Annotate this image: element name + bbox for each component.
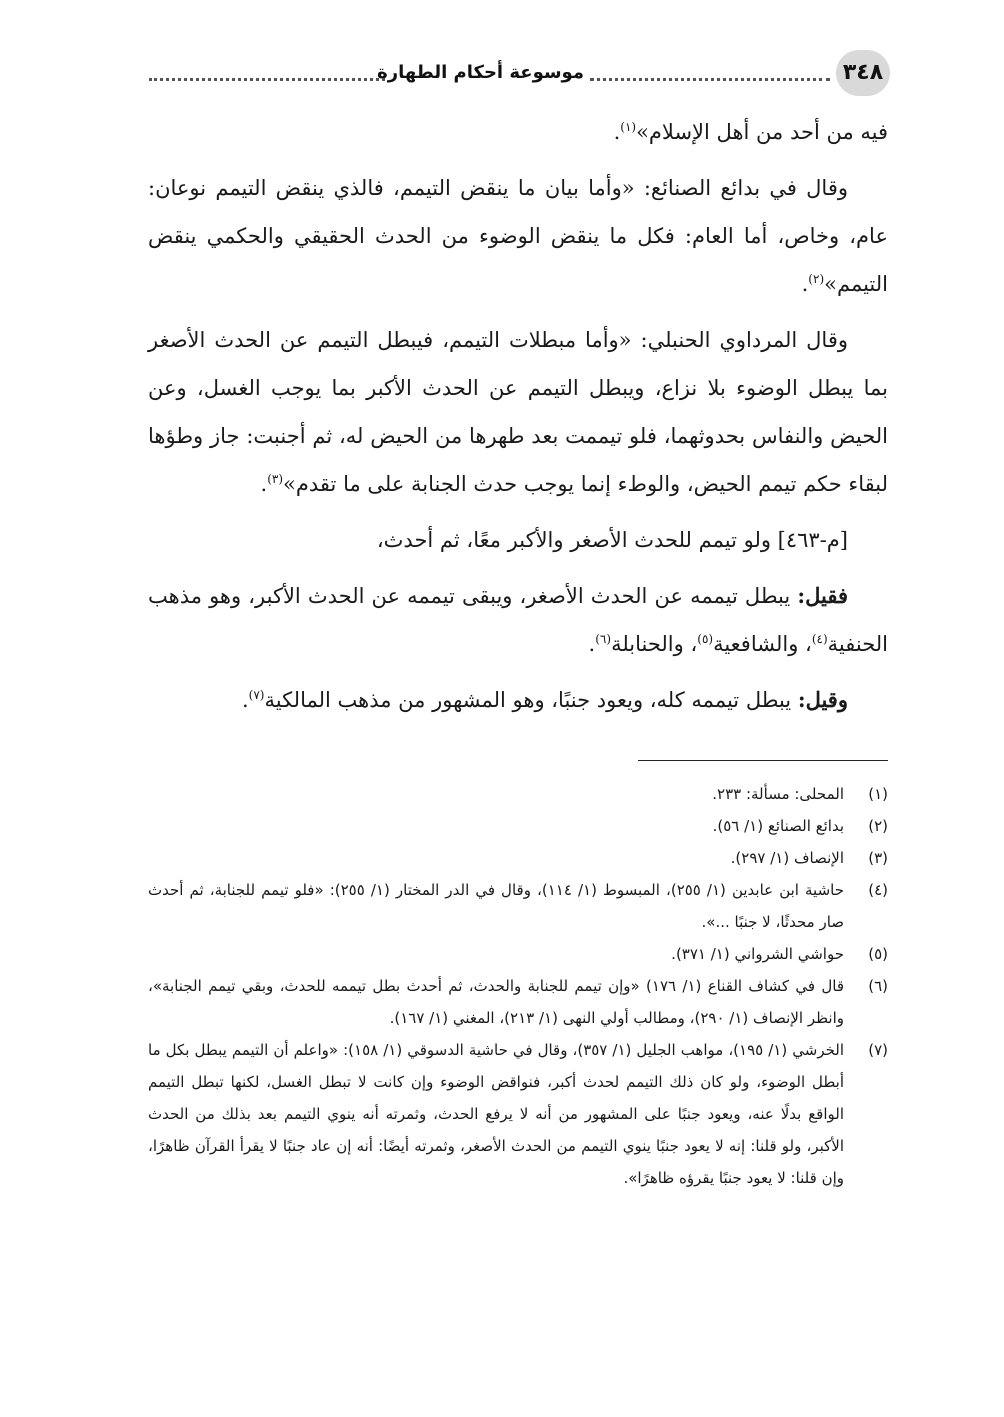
footnote-3 (148, 842, 888, 874)
footnote-4 (148, 874, 888, 938)
footnote-text: المحلى: مسألة: ٢٣٣. (712, 785, 844, 803)
page-header (145, 50, 890, 96)
footnote-number: (٢) (868, 817, 888, 835)
paragraph-1: فيه من أحد من أهل الإسلام»$^{(١)}$. (613, 120, 888, 144)
footnote-ref-2: (٢) (808, 272, 825, 286)
footnote-ref-3: (٣) (267, 472, 284, 486)
footnote-number: (٧) (868, 1041, 888, 1059)
footnote-2 (148, 810, 888, 842)
footnote-text: الإنصاف (١/ ٢٩٧). (730, 849, 844, 867)
footnotes (148, 778, 888, 1194)
footnote-number: (٤) (868, 881, 888, 899)
footnote-ref-5: (٥) (697, 632, 714, 646)
paragraph-5-text-a: يبطل تيممه عن الحدث الأصغر، ويبقى تيممه عن الحدث الأكبر، وهو مذهب الحنفية (148, 584, 888, 656)
footnote-ref-6: (٦) (595, 632, 612, 646)
footnote-number: (٣) (868, 849, 888, 867)
footnote-divider (638, 760, 888, 761)
paragraph-2: وقال في بدائع الصنائع: «وأما بيان ما ينقض التيمم، فالذي ينقض التيمم نوعان: عام، وخاص، أما العام: فكل ما ينقض الوضوء من الحدث الحقيقي والحكمي ينقض التيمم»$^{(٢)}$. (148, 176, 888, 296)
footnote-ref-7: (٧) (248, 688, 265, 702)
paragraph-5-lead: فقيل: (797, 583, 848, 608)
footnote-5 (148, 938, 888, 970)
footnote-1 (148, 778, 888, 810)
paragraph-5-text-d: . (588, 632, 596, 656)
footnote-number: (٦) (868, 977, 888, 995)
paragraph-6: وقيل: يبطل تيممه كله، ويعود جنبًا، وهو المشهور من مذهب المالكية$^{(٧)}$. (241, 687, 848, 712)
header-dotted-rule-left (149, 78, 385, 81)
footnote-text: حاشية ابن عابدين (١/ ٢٥٥)، المبسوط (١/ ١١٤)، وقال في الدر المختار (١/ ٢٥٥): «فلو تيمم للجنابة، ثم أحدث صار محدثًا، لا جنبًا ...». (148, 881, 844, 931)
running-title: موسوعة أحكام الطهارة (377, 62, 584, 83)
paragraph-5-text-b: ، والشافعية (713, 632, 812, 656)
header-dotted-rule-right (590, 78, 830, 81)
paragraph-3-text: وقال المرداوي الحنبلي: «وأما مبطلات التيمم، فيبطل التيمم عن الحدث الأصغر بما يبطل الوضوء بلا نزاع، ويبطل التيمم عن الحدث الأكبر بما يوجب الغسل، وعن الحيض والنفاس بحدوثهما، فلو تيممت بعد طهرها من الحيض له، ثم أجنبت: جاز وطؤها لبقاء حكم تيمم الحيض، والوطء إنما يوجب حدث الجنابة على ما تقدم» (148, 328, 888, 496)
footnote-number: (١) (868, 785, 888, 803)
footnote-text: بدائع الصنائع (١/ ٥٦). (712, 817, 844, 835)
footnote-text: قال في كشاف القناع (١/ ١٧٦) «وإن تيمم للجنابة والحدث، ثم أحدث بطل تيممه للحدث، وبقي تيمم الجنابة»، وانظر الإنصاف (١/ ٢٩٠)، ومطالب أولي النهى (١/ ٢١٣)، المغني (١/ ١٦٧). (148, 977, 844, 1027)
paragraph-3: وقال المرداوي الحنبلي: «وأما مبطلات التيمم، فيبطل التيمم عن الحدث الأصغر بما يبطل الوضوء بلا نزاع، ويبطل التيمم عن الحدث الأكبر بما يوجب الغسل، وعن الحيض والنفاس بحدوثهما، فلو تيممت بعد طهرها من الحيض له، ثم أجنبت: جاز وطؤها لبقاء حكم تيمم الحيض، والوطء إنما يوجب حدث الجنابة على ما تقدم»$^{(٣)}$. (148, 328, 888, 496)
paragraph-5-text-c: ، والحنابلة (611, 632, 698, 656)
footnote-ref-4: (٤) (811, 632, 828, 646)
paragraph-4-text: [م-٤٦٣] ولو تيمم للحدث الأصغر والأكبر معًا، ثم أحدث، (376, 528, 848, 552)
footnote-text: الخرشي (١/ ١٩٥)، مواهب الجليل (١/ ٣٥٧)، وقال في حاشية الدسوقي (١/ ١٥٨): «واعلم أن التيمم يبطل بكل ما أبطل الوضوء، ولو كان ذلك التيمم لحدث أكبر، فنواقض الوضوء وإن كانت لا تبطل الغسل، لكنها تبطل التيمم الواقع بدلًا عنه، ويعود جنبًا على المشهور من أنه لا يرفع الحدث، وثمرته أنه ينوي التيمم بعد بذلك من الحدث الأكبر، ولو قلنا: إنه لا يعود جنبًا ينوي التيمم من الحدث الأصغر، وثمرته أيضًا: أنه إن عاد جنبًا لا يقرأ القرآن ظاهرًا، وإن قلنا: لا يعود جنبًا يقرؤه ظاهرًا». (148, 1041, 845, 1187)
footnote-number: (٥) (868, 945, 888, 963)
footnote-6 (148, 970, 888, 1034)
page-number: ٣٤٨ (836, 50, 890, 96)
main-text (148, 108, 888, 732)
paragraph-5 (148, 572, 888, 668)
footnote-ref-1: (١) (620, 120, 637, 134)
footnote-text: حواشي الشرواني (١/ ٣٧١). (671, 945, 844, 963)
paragraph-6-text: يبطل تيممه كله، ويعود جنبًا، وهو المشهور من مذهب المالكية (264, 688, 798, 712)
paragraph-1-text: فيه من أحد من أهل الإسلام» (636, 120, 888, 144)
paragraph-6-lead: وقيل: (797, 687, 848, 712)
footnote-7 (148, 1034, 888, 1194)
paragraph-4 (148, 516, 888, 564)
paragraph-2-text: وقال في بدائع الصنائع: «وأما بيان ما ينقض التيمم، فالذي ينقض التيمم نوعان: عام، وخاص، أما العام: فكل ما ينقض الوضوء من الحدث الحقيقي والحكمي ينقض التيمم» (148, 176, 888, 296)
